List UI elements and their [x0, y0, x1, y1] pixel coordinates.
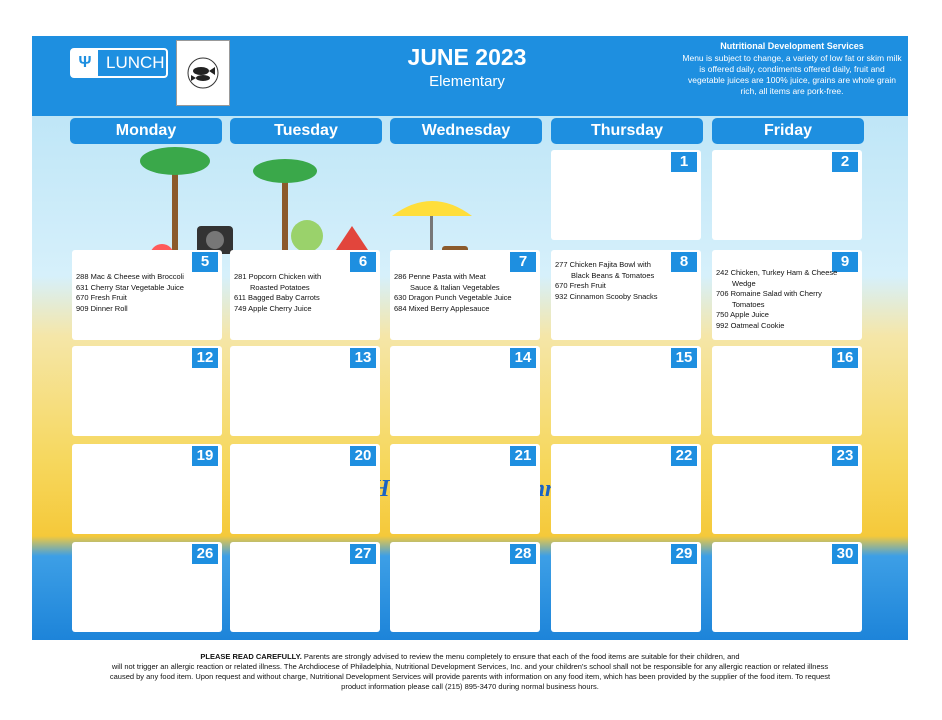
day-number: 21: [510, 446, 536, 466]
day-cell-8: [551, 250, 701, 340]
disclaimer-line: Parents are strongly advised to review the menu completely to ensure that each of the food items are suitable for their children, and: [303, 652, 740, 661]
day-cell-14: [390, 346, 540, 436]
day-number: 30: [832, 544, 858, 564]
menu-list: [716, 268, 858, 331]
lunch-badge: [70, 48, 168, 78]
menu-item: Tomatoes: [732, 299, 765, 309]
menu-item: 932 Cinnamon Scooby Snacks: [555, 291, 658, 301]
page-title: JUNE 2023: [407, 44, 527, 70]
menu-list: [76, 272, 218, 314]
day-number: 26: [192, 544, 218, 564]
day-number: 14: [510, 348, 536, 368]
menu-list: [234, 272, 376, 314]
day-cell-6: [230, 250, 380, 340]
day-number: 7: [510, 252, 536, 272]
day-cell-26: [72, 542, 222, 632]
day-header-tuesday: Tuesday: [230, 118, 382, 144]
day-number: 27: [350, 544, 376, 564]
day-cell-12: [72, 346, 222, 436]
day-cell-20: [230, 444, 380, 534]
day-number: 28: [510, 544, 536, 564]
menu-item: 277 Chicken Fajita Bowl with: [555, 260, 651, 269]
day-number: 1: [671, 152, 697, 172]
menu-item: 992 Oatmeal Cookie: [716, 320, 785, 330]
lunch-label: LUNCH: [106, 53, 165, 72]
menu-item: 684 Mixed Berry Applesauce: [394, 303, 490, 313]
menu-item: 909 Dinner Roll: [76, 303, 128, 313]
disclaimer-line: product information please call (215) 895-3470 during normal business hours.: [341, 682, 599, 691]
day-cell-23: [712, 444, 862, 534]
menu-item: 706 Romaine Salad with Cherry: [716, 289, 822, 298]
day-cell-30: [712, 542, 862, 632]
day-number: 8: [671, 252, 697, 272]
menu-item: 670 Fresh Fruit: [76, 293, 127, 302]
day-number: 20: [350, 446, 376, 466]
page-subtitle: Elementary: [429, 73, 505, 90]
menu-item: Black Beans & Tomatoes: [571, 270, 655, 280]
day-cell-1: [551, 150, 701, 240]
menu-item: Wedge: [732, 278, 756, 288]
menu-item: 749 Apple Cherry Juice: [234, 303, 312, 313]
menu-item: Sauce & Italian Vegetables: [410, 282, 500, 292]
menu-item: 750 Apple Juice: [716, 310, 769, 319]
menu-item: 281 Popcorn Chicken with: [234, 272, 322, 281]
day-number: 12: [192, 348, 218, 368]
nds-notice: Menu is subject to change, a variety of low fat or skim milk is offered daily, condiments offered daily, fruit and vegetable juices are 100% juice, grains are whole grain rich, all items are pork-free.: [682, 53, 902, 96]
day-number: 5: [192, 252, 218, 272]
day-number: 19: [192, 446, 218, 466]
day-cell-28: [390, 542, 540, 632]
disclaimer-lead: PLEASE READ CAREFULLY.: [200, 652, 302, 661]
disclaimer-line: caused by any food item. Upon request and without charge, Nutritional Development Services will provide parents with information on any food item, which has been provided by the supplier of the food item. To request: [109, 672, 831, 681]
day-header-monday: Monday: [70, 118, 222, 144]
disclaimer: [70, 652, 870, 692]
day-cell-19: [72, 444, 222, 534]
day-header-wednesday: Wednesday: [390, 118, 542, 144]
menu-item: 288 Mac & Cheese with Broccoli: [76, 272, 184, 281]
menu-item: Roasted Potatoes: [250, 282, 310, 292]
day-number: 22: [671, 446, 697, 466]
day-cell-27: [230, 542, 380, 632]
day-number: 6: [350, 252, 376, 272]
day-cell-7: [390, 250, 540, 340]
menu-list: [555, 260, 697, 302]
day-number: 13: [350, 348, 376, 368]
day-cell-2: [712, 150, 862, 240]
menu-item: 631 Cherry Star Vegetable Juice: [76, 282, 184, 292]
disclaimer-line: will not trigger an allergic reaction or related illness. The Archdiocese of Philadelphia, Nutritional Development Services, Inc. and your children's school shall not be responsible for any allergic reaction or related illness: [111, 662, 829, 671]
menu-item: 611 Bagged Baby Carrots: [234, 293, 320, 302]
day-number: 23: [832, 446, 858, 466]
menu-item: 242 Chicken, Turkey Ham & Cheese: [716, 268, 838, 277]
day-number: 9: [832, 252, 858, 272]
day-header-friday: Friday: [712, 118, 864, 144]
nds-logo: [176, 40, 230, 106]
day-number: 15: [671, 348, 697, 368]
day-cell-16: [712, 346, 862, 436]
menu-item: 286 Penne Pasta with Meat: [394, 272, 486, 281]
day-cell-29: [551, 542, 701, 632]
day-cell-5: [72, 250, 222, 340]
day-number: 2: [832, 152, 858, 172]
nds-title: Nutritional Development Services: [720, 41, 864, 51]
day-cell-9: [712, 250, 862, 340]
day-cell-15: [551, 346, 701, 436]
summer-message: summer!: [503, 476, 593, 502]
menu-item: 630 Dragon Punch Vegetable Juice: [394, 293, 512, 302]
day-cell-22: [551, 444, 701, 534]
fork-icon: Ψ: [72, 50, 98, 76]
fish-logo-icon: [183, 57, 223, 89]
day-number: 29: [671, 544, 697, 564]
menu-item: 670 Fresh Fruit: [555, 281, 606, 290]
menu-list: [394, 272, 536, 314]
day-cell-21: [390, 444, 540, 534]
day-number: 16: [832, 348, 858, 368]
day-header-thursday: Thursday: [551, 118, 703, 144]
day-cell-13: [230, 346, 380, 436]
